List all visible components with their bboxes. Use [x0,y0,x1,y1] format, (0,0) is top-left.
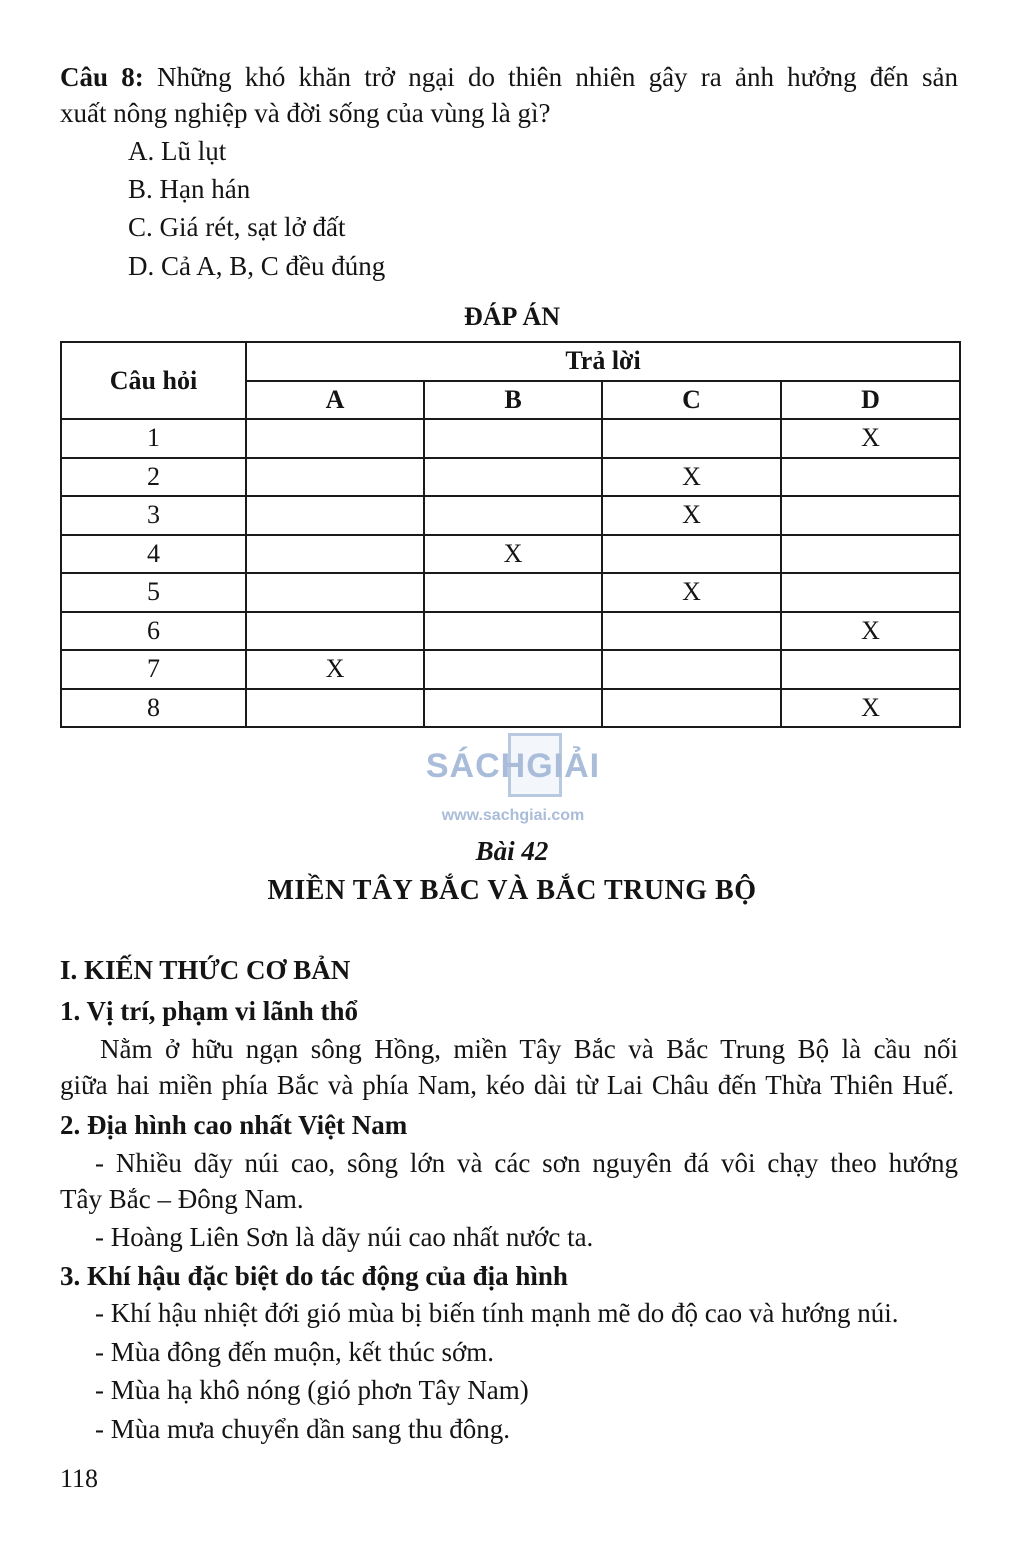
table-row [61,496,960,535]
question-8-text: Những khó khăn trở ngại do thiên nhiên gây ra ảnh hưởng đến sản [156,62,958,92]
paragraph-1-line-2: giữa hai miền phía Bắc và phía Nam, kéo dài từ Lai Châu đến Thừa Thiên Huế. [60,1070,954,1100]
question-number: 4 [61,535,246,574]
answer-cell-d: X [781,612,960,651]
answer-cell-b [424,689,602,728]
heading-3: 3. Khí hậu đặc biệt do tác động của địa hình [60,1261,568,1291]
answer-cell-d [781,458,960,497]
header-question: Câu hỏi [61,342,246,419]
question-number: 3 [61,496,246,535]
question-number: 2 [61,458,246,497]
answer-cell-c: X [602,496,781,535]
watermark-url: www.sachgiai.com [441,807,585,824]
answer-cell-c [602,535,781,574]
answer-cell-b [424,458,602,497]
header-col-d: D [781,381,960,420]
answer-cell-b [424,612,602,651]
answer-key-title: ĐÁP ÁN [463,302,561,331]
table-row [61,458,960,497]
answer-cell-b [424,496,602,535]
answer-cell-a [246,689,424,728]
question-8-label: Câu 8: [60,62,144,92]
question-number: 8 [61,689,246,728]
answer-cell-a [246,612,424,651]
page-number: 118 [60,1464,99,1493]
paragraph-2-line-3: - Hoàng Liên Sơn là dãy núi cao nhất nước ta. [95,1222,594,1252]
answer-cell-b [424,419,602,458]
section-title: I. KIẾN THỨC CƠ BẢN [60,955,351,985]
question-number: 6 [61,612,246,651]
answer-cell-c: X [602,458,781,497]
answer-cell-a [246,535,424,574]
answer-cell-b [424,650,602,689]
answer-cell-c: X [602,573,781,612]
answer-cell-d [781,535,960,574]
table-row [61,573,960,612]
answer-cell-d: X [781,419,960,458]
option-b: B. Hạn hán [128,174,251,204]
option-d: D. Cả A, B, C đều đúng [128,251,386,281]
answer-cell-a [246,419,424,458]
paragraph-2-line-2: Tây Bắc – Đông Nam. [60,1184,304,1214]
paragraph-1-line-1: Nằm ở hữu ngạn sông Hồng, miền Tây Bắc và Bắc Trung Bộ là cầu nối [100,1034,958,1064]
question-number: 1 [61,419,246,458]
list-item: - Mùa hạ khô nóng (gió phơn Tây Nam) [95,1375,529,1405]
question-8-line-2: xuất nông nghiệp và đời sống của vùng là gì? [60,98,551,128]
heading-2: 2. Địa hình cao nhất Việt Nam [60,1110,408,1140]
answer-cell-a [246,496,424,535]
list-item: - Khí hậu nhiệt đới gió mùa bị biến tính mạnh mẽ do độ cao và hướng núi. [95,1298,899,1328]
header-col-b: B [424,381,602,420]
lesson-title: MIỀN TÂY BẮC VÀ BẮC TRUNG BỘ [267,875,757,906]
answer-table [60,341,961,728]
table-row [61,689,960,728]
header-col-a: A [246,381,424,420]
answer-cell-d [781,573,960,612]
header-col-c: C [602,381,781,420]
list-item: - Mùa mưa chuyển dần sang thu đông. [95,1414,511,1444]
table-row [61,419,960,458]
answer-cell-d [781,650,960,689]
answer-cell-c [602,612,781,651]
table-row [61,535,960,574]
answer-cell-a [246,458,424,497]
heading-1: 1. Vị trí, phạm vi lãnh thổ [60,996,359,1026]
table-row [61,612,960,651]
lesson-number: Bài 42 [475,836,549,866]
answer-cell-b [424,573,602,612]
list-item: - Mùa đông đến muộn, kết thúc sớm. [95,1337,494,1367]
answer-cell-a: X [246,650,424,689]
watermark-logo [408,733,618,833]
answer-cell-c [602,689,781,728]
answer-cell-a [246,573,424,612]
watermark-brand: SÁCHGIẢI [425,747,601,785]
answer-cell-d [781,496,960,535]
option-a: A. Lũ lụt [128,136,227,166]
option-c: C. Giá rét, sạt lở đất [128,212,346,242]
answer-cell-b: X [424,535,602,574]
answer-cell-d: X [781,689,960,728]
answer-cell-c [602,419,781,458]
question-8-line-1 [60,60,958,94]
table-row [61,650,960,689]
answer-cell-c [602,650,781,689]
question-number: 7 [61,650,246,689]
question-number: 5 [61,573,246,612]
paragraph-2-line-1: - Nhiều dãy núi cao, sông lớn và các sơn nguyên đá vôi chạy theo hướng [95,1148,958,1178]
header-answer: Trả lời [246,342,960,381]
